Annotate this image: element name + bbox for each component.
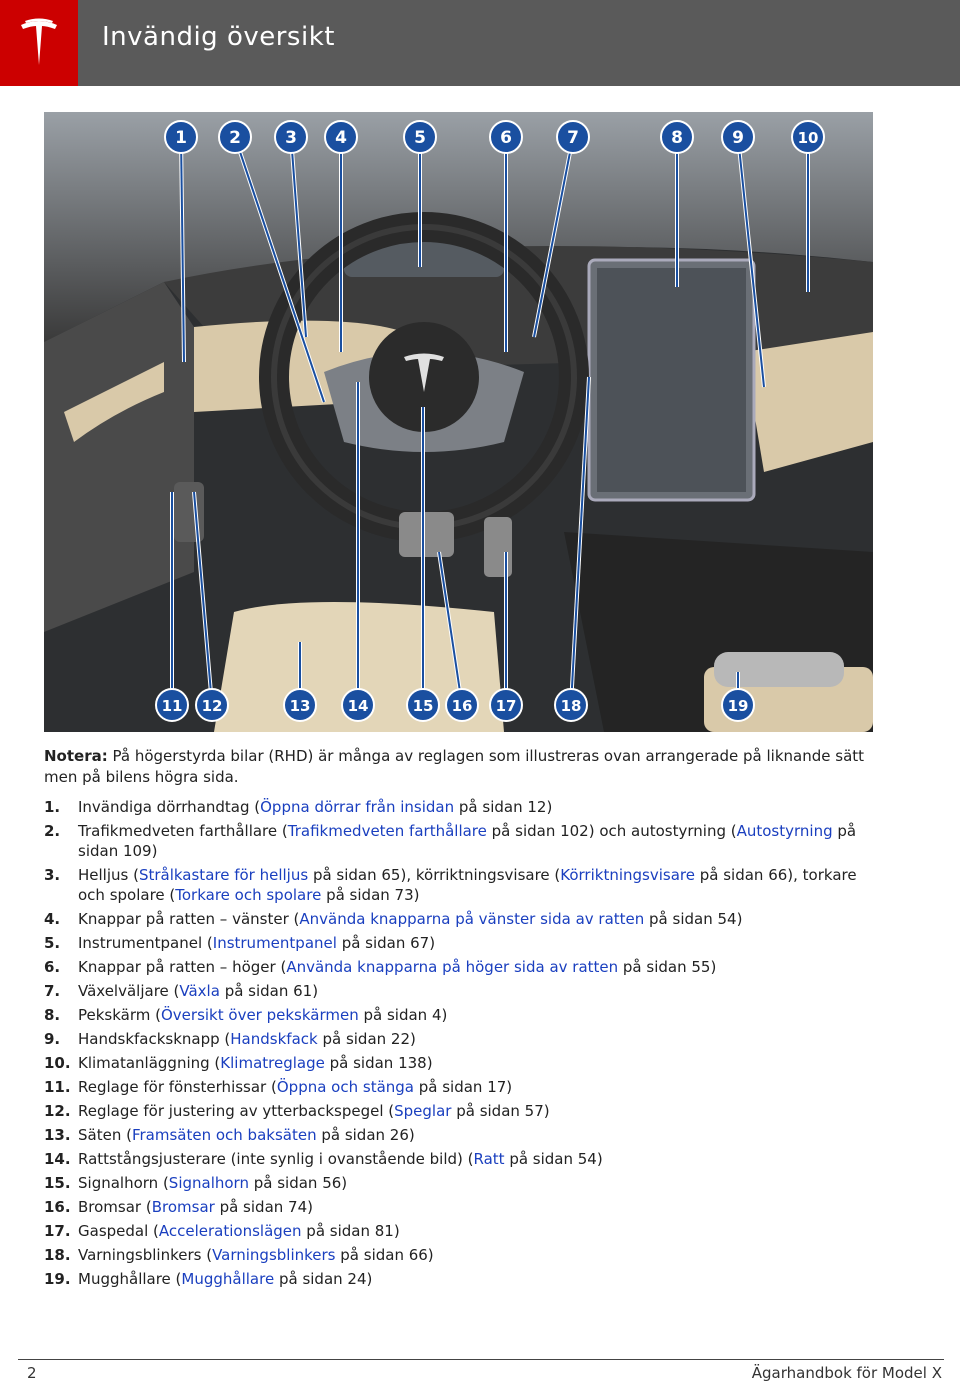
list-item-text: på sidan 67): [336, 934, 436, 952]
callout-number: 6: [500, 128, 512, 148]
page-title: Invändig översikt: [102, 22, 335, 52]
list-item-text: Knappar på ratten – vänster (: [78, 910, 300, 928]
list-item-text: på sidan 81): [301, 1222, 400, 1240]
list-item-text: Reglage för justering av ytterbackspegel (: [78, 1102, 395, 1120]
list-item-text: Mugghållare (: [78, 1270, 182, 1288]
list-item-text: Trafikmedveten farthållare (: [78, 822, 288, 840]
list-item-number: 12.: [44, 1102, 71, 1120]
list-item: [44, 1197, 874, 1217]
list-item: [44, 821, 874, 861]
list-item-text: på sidan 26): [316, 1126, 415, 1144]
cross-reference-link[interactable]: Handskfack: [230, 1030, 318, 1048]
list-item-text: på sidan 55): [618, 958, 717, 976]
callout-number: 8: [671, 128, 683, 148]
page-number: 2: [27, 1364, 37, 1382]
list-item-text: på sidan 66), torkare och spolare (: [78, 866, 857, 904]
list-item-number: 8.: [44, 1006, 61, 1024]
cross-reference-link[interactable]: Accelerationslägen: [158, 1222, 302, 1240]
list-item: [44, 1101, 874, 1121]
cross-reference-link[interactable]: Översikt över pekskärmen: [161, 1006, 359, 1024]
list-item-number: 15.: [44, 1174, 71, 1192]
list-item-text: Varningsblinkers (: [78, 1246, 213, 1264]
cross-reference-link[interactable]: Körriktningsvisare: [560, 866, 695, 884]
cross-reference-link[interactable]: Trafikmedveten farthållare: [287, 822, 487, 840]
cross-reference-link[interactable]: Bromsar: [151, 1198, 215, 1216]
cross-reference-link[interactable]: Framsäten och baksäten: [131, 1126, 317, 1144]
list-item: [44, 1053, 874, 1073]
list-item-text: Gaspedal (: [78, 1222, 159, 1240]
list-item-number: 2.: [44, 822, 61, 840]
callout-number: 4: [335, 128, 347, 148]
list-item-text: Rattstångsjusterare (inte synlig i ovanstående bild) (: [78, 1150, 474, 1168]
list-item-text: på sidan 56): [248, 1174, 348, 1192]
list-item: [44, 1125, 874, 1145]
callout-number: 5: [414, 128, 426, 148]
list-item-number: 1.: [44, 798, 61, 816]
list-item-number: 17.: [44, 1222, 71, 1240]
list-item-text: på sidan 22): [317, 1030, 416, 1048]
list-item-text: på sidan 74): [214, 1198, 313, 1216]
list-item: [44, 981, 874, 1001]
list-item: [44, 933, 874, 953]
callout-number: 18: [560, 697, 582, 715]
list-item-number: 5.: [44, 934, 61, 952]
list-item-text: på sidan 54): [504, 1150, 603, 1168]
list-item-text: Signalhorn (: [78, 1174, 169, 1192]
list-item-number: 16.: [44, 1198, 71, 1216]
list-item: [44, 957, 874, 977]
list-item-number: 11.: [44, 1078, 71, 1096]
list-item-text: på sidan 4): [358, 1006, 448, 1024]
list-item-number: 3.: [44, 866, 61, 884]
cross-reference-link[interactable]: Autostyrning: [736, 822, 833, 840]
callout-number: 11: [161, 697, 183, 715]
list-item-number: 9.: [44, 1030, 61, 1048]
list-item-text: Växelväljare (: [78, 982, 180, 1000]
list-item-text: på sidan 65), körriktningsvisare (: [308, 866, 561, 884]
list-item-text: på sidan 73): [321, 886, 420, 904]
list-item-text: på sidan 61): [219, 982, 319, 1000]
list-item: [44, 1149, 874, 1169]
list-item: [44, 1221, 874, 1241]
tesla-logo: [0, 0, 78, 86]
list-item-text: Säten (: [78, 1126, 132, 1144]
list-item-text: på sidan 109): [78, 822, 857, 860]
list-item-text: Instrumentpanel (: [78, 934, 213, 952]
cross-reference-link[interactable]: Använda knapparna på höger sida av ratten: [286, 958, 619, 976]
callout-number: 3: [285, 128, 297, 148]
cross-reference-link[interactable]: Öppna och stänga: [276, 1078, 414, 1096]
tesla-logo-icon: [17, 17, 61, 69]
list-item-text: på sidan 17): [413, 1078, 513, 1096]
callout-number: 9: [732, 128, 744, 148]
list-item-text: på sidan 66): [335, 1246, 434, 1264]
cross-reference-link[interactable]: Instrumentpanel: [212, 934, 337, 952]
list-item-text: Pekskärm (: [78, 1006, 161, 1024]
cross-reference-link[interactable]: Speglar: [394, 1102, 452, 1120]
cross-reference-link[interactable]: Använda knapparna på vänster sida av ratten: [299, 910, 645, 928]
list-item-number: 4.: [44, 910, 61, 928]
cross-reference-link[interactable]: Växla: [179, 982, 220, 1000]
list-item: [44, 1269, 874, 1289]
cross-reference-link[interactable]: Öppna dörrar från insidan: [260, 798, 455, 816]
cross-reference-link[interactable]: Mugghållare: [181, 1270, 275, 1288]
callout-number: 10: [797, 129, 819, 147]
cross-reference-link[interactable]: Signalhorn: [168, 1174, 249, 1192]
list-item: [44, 909, 874, 929]
list-item: [44, 1245, 874, 1265]
footer-rule: [18, 1359, 944, 1360]
callout-number: 13: [289, 697, 311, 715]
list-item-text: på sidan 57): [451, 1102, 550, 1120]
callout-number: 7: [567, 128, 579, 148]
list-item-text: Helljus (: [78, 866, 139, 884]
manual-title: Ägarhandbok för Model X: [751, 1364, 942, 1382]
list-item: [44, 797, 874, 817]
callout-number: 1: [175, 128, 187, 148]
list-item-text: Handskfacksknapp (: [78, 1030, 231, 1048]
list-item-text: på sidan 24): [274, 1270, 373, 1288]
callout-number: 19: [727, 697, 749, 715]
callout-number: 12: [201, 697, 223, 715]
note-paragraph: [44, 746, 874, 788]
list-item: [44, 865, 874, 905]
list-item: [44, 1173, 874, 1193]
list-item-number: 13.: [44, 1126, 71, 1144]
interior-overview-figure: [44, 112, 873, 732]
cross-reference-link[interactable]: Varningsblinkers: [212, 1246, 336, 1264]
callout-number: 15: [412, 697, 434, 715]
list-item-text: Bromsar (: [78, 1198, 152, 1216]
list-item-number: 7.: [44, 982, 61, 1000]
callout-number: 2: [229, 128, 241, 148]
list-item-text: på sidan 102) och autostyrning (: [486, 822, 737, 840]
cross-reference-link[interactable]: Ratt: [473, 1150, 505, 1168]
cross-reference-link[interactable]: Klimatreglage: [220, 1054, 325, 1072]
callout-number: 17: [495, 697, 517, 715]
list-item-number: 19.: [44, 1270, 71, 1288]
list-item-text: på sidan 12): [454, 798, 553, 816]
list-item: [44, 1077, 874, 1097]
list-item-text: på sidan 138): [324, 1054, 433, 1072]
list-item-number: 14.: [44, 1150, 71, 1168]
list-item-number: 6.: [44, 958, 61, 976]
list-item-text: Knappar på ratten – höger (: [78, 958, 287, 976]
cross-reference-link[interactable]: Strålkastare för helljus: [138, 866, 309, 884]
list-item-text: på sidan 54): [644, 910, 743, 928]
list-item-number: 18.: [44, 1246, 71, 1264]
cross-reference-link[interactable]: Torkare och spolare: [175, 886, 322, 904]
list-item: [44, 1029, 874, 1049]
list-item-text: Klimatanläggning (: [78, 1054, 221, 1072]
list-item-text: Reglage för fönsterhissar (: [78, 1078, 277, 1096]
list-item-number: 10.: [44, 1054, 71, 1072]
callout-number: 14: [347, 697, 369, 715]
component-list: [44, 797, 874, 1293]
note-label: Notera:: [44, 747, 108, 765]
list-item: [44, 1005, 874, 1025]
note-text: På högerstyrda bilar (RHD) är många av reglagen som illustreras ovan arrangerade på liknande sätt men på bilens högra sida.: [44, 747, 865, 786]
list-item-text: Invändiga dörrhandtag (: [78, 798, 261, 816]
callout-number: 16: [451, 697, 473, 715]
